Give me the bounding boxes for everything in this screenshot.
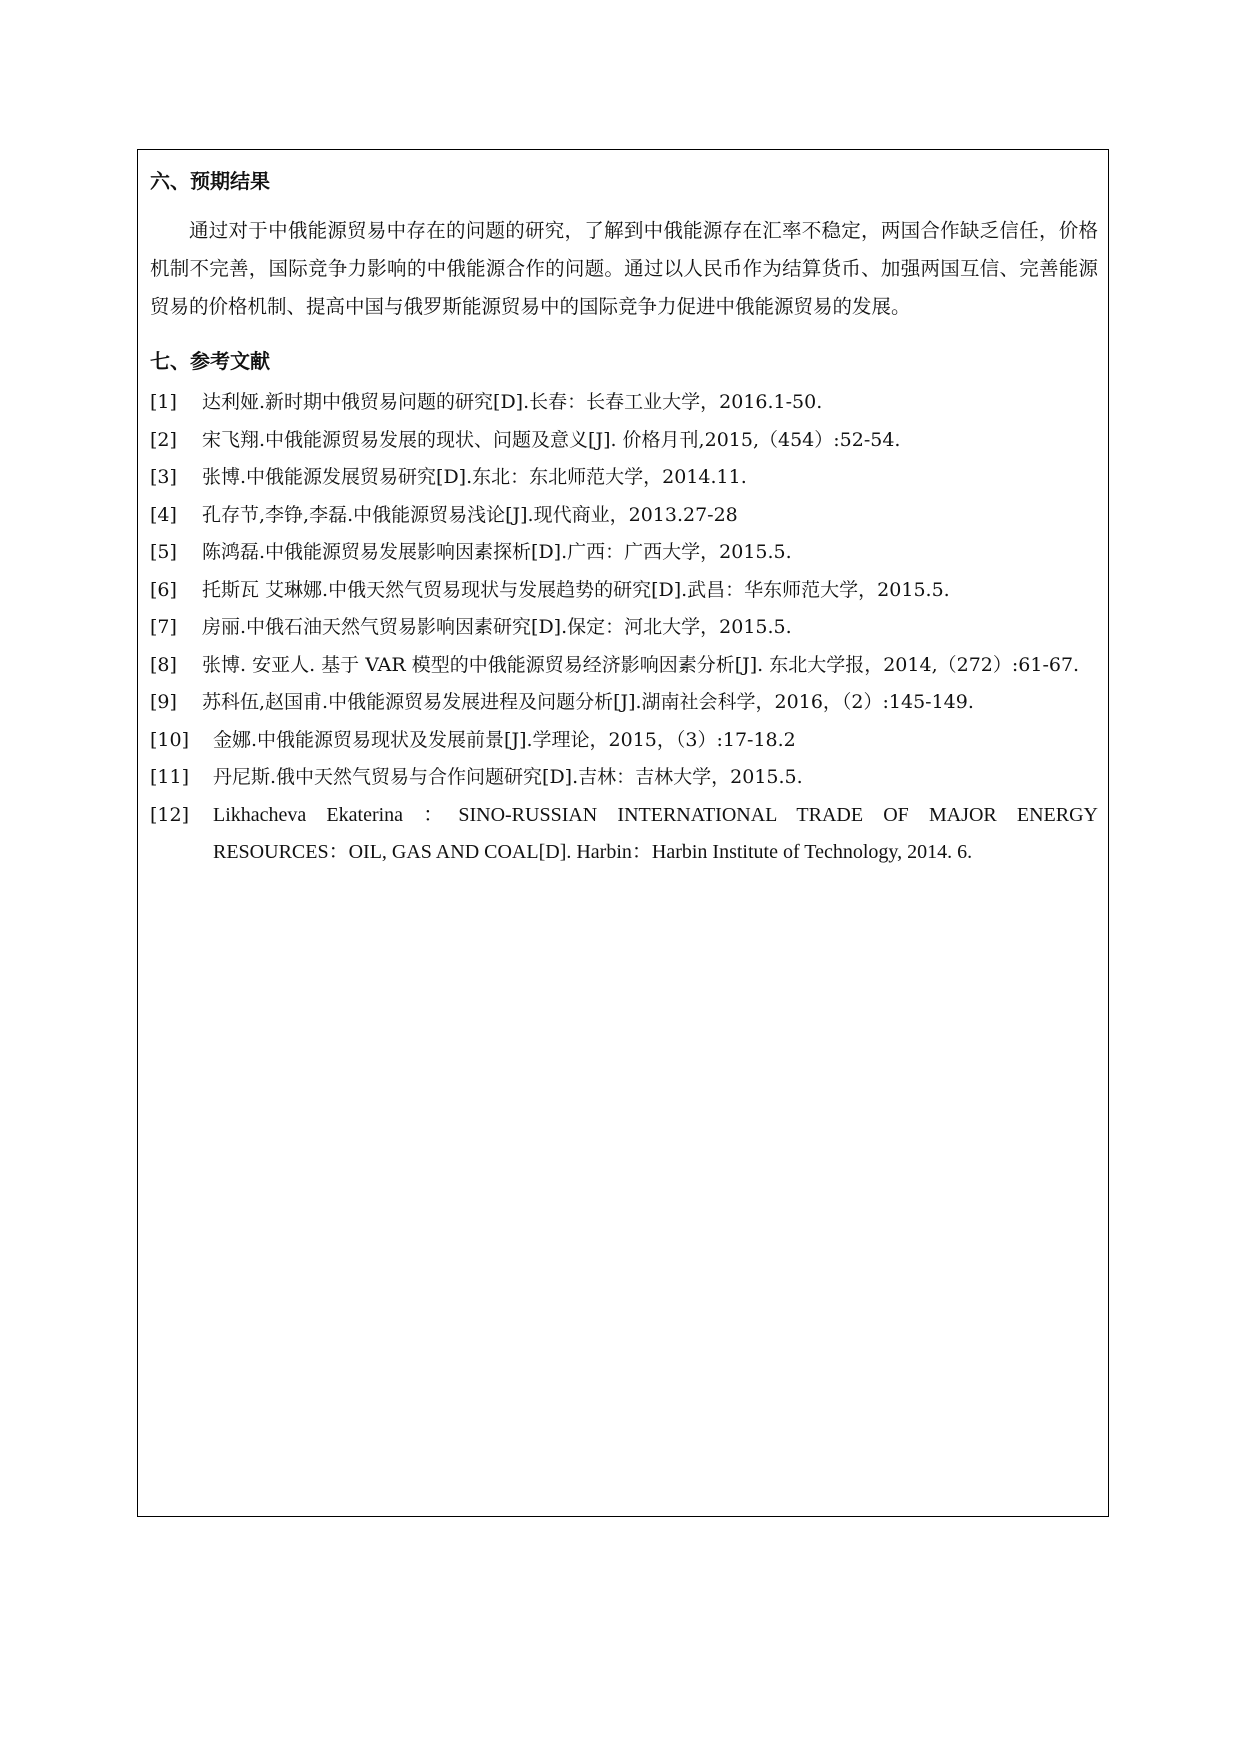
section-heading-expected-results: 六、预期结果 bbox=[150, 169, 270, 193]
reference-number: [5] bbox=[150, 541, 177, 563]
reference-item bbox=[150, 384, 1098, 422]
reference-item bbox=[150, 684, 1098, 722]
content-area bbox=[150, 166, 1098, 872]
reference-number: [4] bbox=[150, 503, 177, 526]
section-heading-references: 七、参考文献 bbox=[150, 349, 270, 373]
reference-text: 宋飞翔.中俄能源贸易发展的现状、问题及意义[J]. 价格月刊,2015,（454）:52-54. bbox=[202, 428, 901, 451]
reference-number: [9] bbox=[150, 691, 177, 713]
reference-text: 房丽.中俄石油天然气贸易影响因素研究[D].保定：河北大学，2015.5. bbox=[202, 616, 792, 638]
reference-text: 金娜.中俄能源贸易现状及发展前景[J].学理论，2015，（3）:17-18.2 bbox=[213, 728, 796, 751]
reference-number: [12] bbox=[150, 803, 190, 826]
reference-number: [11] bbox=[150, 766, 190, 788]
reference-item bbox=[150, 609, 1098, 647]
reference-number: [8] bbox=[150, 653, 177, 676]
reference-item bbox=[150, 572, 1098, 610]
reference-item bbox=[150, 797, 1098, 872]
reference-text: 张博. 安亚人. 基于 VAR 模型的中俄能源贸易经济影响因素分析[J]. 东北大学报，2014,（272）:61-67. bbox=[202, 653, 1080, 676]
reference-text: 丹尼斯.俄中天然气贸易与合作问题研究[D].吉林：吉林大学，2015.5. bbox=[213, 766, 803, 788]
reference-text: 陈鸿磊.中俄能源贸易发展影响因素探析[D].广西：广西大学，2015.5. bbox=[202, 541, 792, 563]
reference-number: [1] bbox=[150, 391, 177, 413]
reference-number: [3] bbox=[150, 466, 177, 488]
reference-number: [6] bbox=[150, 578, 177, 601]
reference-number: [7] bbox=[150, 616, 177, 638]
reference-item bbox=[150, 459, 1098, 497]
reference-item bbox=[150, 647, 1098, 685]
reference-number: [10] bbox=[150, 728, 190, 751]
reference-item bbox=[150, 534, 1098, 572]
reference-text: 达利娅.新时期中俄贸易问题的研究[D].长春：长春工业大学，2016.1-50. bbox=[202, 391, 823, 413]
reference-text: 张博.中俄能源发展贸易研究[D].东北：东北师范大学，2014.11. bbox=[202, 466, 747, 488]
reference-list bbox=[150, 384, 1098, 872]
reference-text: 苏科伍,赵国甫.中俄能源贸易发展进程及问题分析[J].湖南社会科学，2016，（2）:145-149. bbox=[202, 691, 974, 713]
reference-text: 托斯瓦 艾琳娜.中俄天然气贸易现状与发展趋势的研究[D].武昌：华东师范大学，2015.5. bbox=[202, 578, 950, 601]
reference-text: Likhacheva Ekaterina ：SINO-RUSSIAN INTERNATIONAL TRADE OF MAJOR ENERGY RESOURCES：OIL, GAS AND COAL[D]. Harbin：Harbin Institute of Technology, 2014. 6. bbox=[213, 803, 1098, 863]
reference-item bbox=[150, 722, 1098, 760]
reference-number: [2] bbox=[150, 428, 177, 451]
reference-item bbox=[150, 422, 1098, 460]
reference-item bbox=[150, 497, 1098, 535]
expected-results-paragraph: 通过对于中俄能源贸易中存在的问题的研究，了解到中俄能源存在汇率不稳定，两国合作缺乏信任，价格机制不完善，国际竞争力影响的中俄能源合作的问题。通过以人民币作为结算货币、加强两国互信、完善能源贸易的价格机制、提高中国与俄罗斯能源贸易中的国际竞争力促进中俄能源贸易的发展。 bbox=[150, 219, 1098, 318]
reference-text: 孔存节,李铮,李磊.中俄能源贸易浅论[J].现代商业，2013.27-28 bbox=[202, 503, 738, 526]
reference-item bbox=[150, 759, 1098, 797]
